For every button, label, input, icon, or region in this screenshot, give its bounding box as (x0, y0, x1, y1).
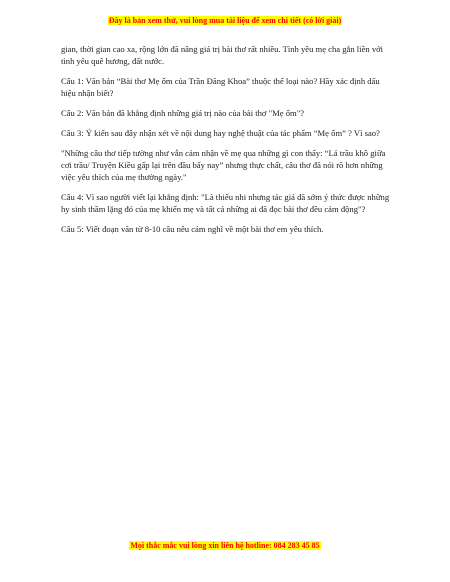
question-3: Câu 3: Ý kiến sau đây nhận xét về nội dung hay nghệ thuật của tác phẩm “Mẹ ốm” ? Vì sao? (61, 128, 380, 138)
question-4: Câu 4: Vì sao người viết lại khẳng định: "Là thiếu nhi nhưng tác giả đã sớm ý thức được những hy sinh thầm lặng đó của mẹ khiến mẹ và tất cả những ai đã đọc bài thơ đều cảm động"? (61, 192, 390, 214)
paragraph-intro: gian, thời gian cao xa, rộng lớn đã nâng giá trị bài thơ rất nhiều. Tình yêu mẹ cha gắn liền với tình yêu quê hương, đất nước. (61, 44, 384, 66)
question-5: Câu 5: Viết đoạn văn từ 8-10 câu nêu cảm nghĩ về một bài thơ em yêu thích. (61, 224, 324, 234)
preview-notice-banner (0, 10, 450, 28)
question-1: Câu 1: Văn bản “Bài thơ Mẹ ốm của Trần Đăng Khoa” thuộc thể loại nào? Hãy xác định dấu hiệu nhận biết? (61, 76, 380, 98)
question-2: Câu 2: Văn bản đã khẳng định những giá trị nào của bài thơ "Mẹ ốm"? (61, 108, 305, 118)
document-body (61, 43, 394, 243)
hotline-notice-banner (0, 535, 450, 553)
hotline-notice-text: Mọi thắc mắc vui lòng xin liên hệ hotline: 084 283 45 85 (130, 541, 320, 550)
quoted-passage: "Những câu thơ tiếp tường như vẫn cảm nhận về mẹ qua những gì con thấy: “Lá trầu khô giữa cơi trầu/ Truyện Kiều gấp lại trên đầu bấy nay” nhưng thực chất, câu thơ đã nói rõ hơn những việc yêu thích của mẹ thường ngày." (61, 148, 386, 182)
preview-notice-text: Đây là bản xem thử, vui lòng mua tài liệu để xem chi tiết (có lời giải) (108, 16, 342, 25)
